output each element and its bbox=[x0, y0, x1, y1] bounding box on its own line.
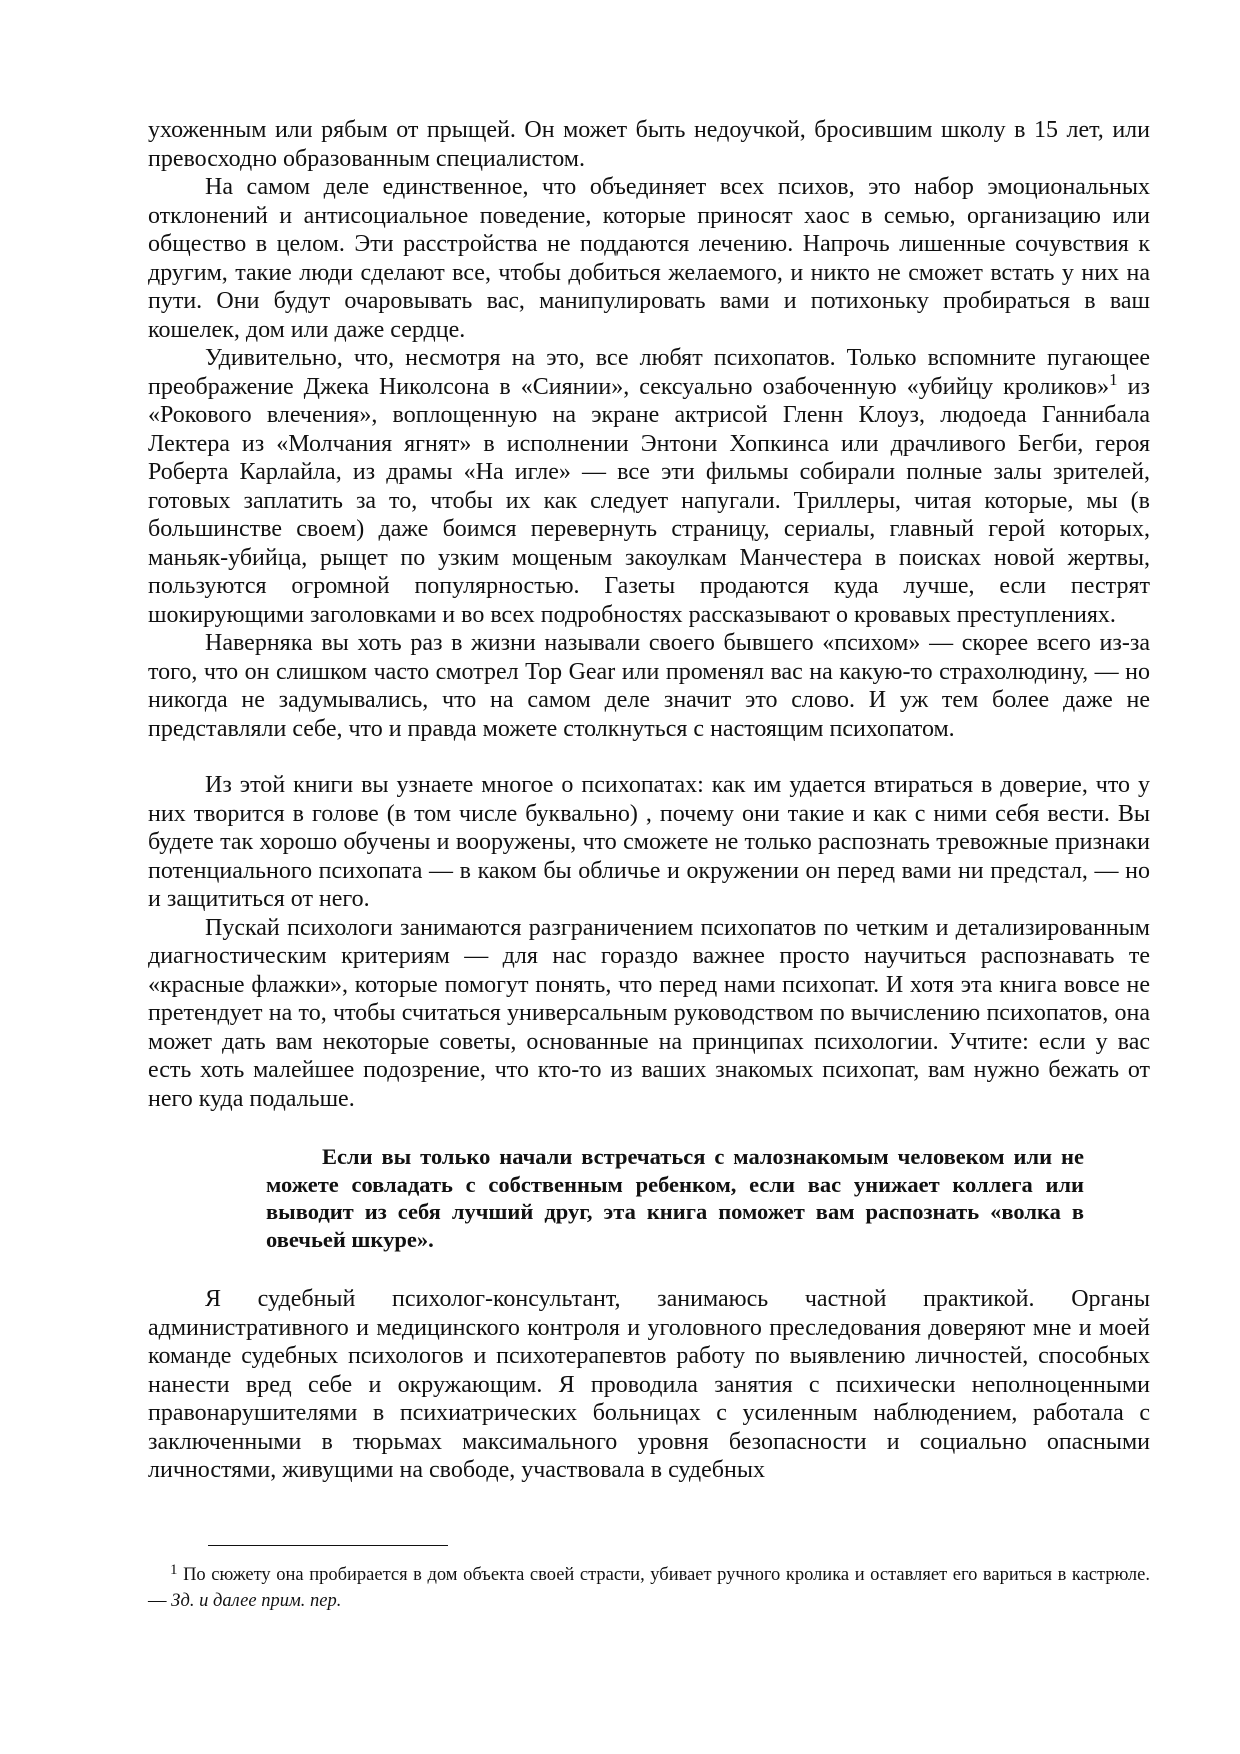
paragraph-1: ухоженным или рябым от прыщей. Он может быть недоучкой, бросившим школу в 15 лет, или превосходно образованным специалистом. bbox=[148, 117, 1150, 172]
footnote-reference[interactable]: 1 bbox=[1109, 369, 1118, 389]
paragraph-6: Пускай психологи занимаются разграничением психопатов по четким и детализированным диагностическим критериям — для нас гораздо важнее просто научиться распознавать те «красные флажки», которые помогут понять, что перед нами психопат. И хотя эта книга вовсе не претендует на то, чтобы считаться универсальным руководством по вычислению психопатов, она может дать вам некоторые советы, основанные на принципах психологии. Учтите: если у вас есть хоть малейшее подозрение, что кто-то из ваших знакомых психопат, вам нужно бежать от него куда подальше. bbox=[148, 914, 1150, 1112]
callout-quote: Если вы только начали встречаться с малознакомым человеком или не можете совладать с собственным ребенком, если вас унижает коллега или выводит из себя лучший друг, эта книга поможет вам распознать «волка в овечьей шкуре». bbox=[266, 1144, 1084, 1252]
footnote-text: По сюжету она пробирается в дом объекта своей страсти, убивает ручного кролика и оставляет его вариться в кастрюле. — bbox=[148, 1565, 1150, 1611]
paragraph-2: На самом деле единственное, что объединяет всех психов, это набор эмоциональных отклонений и антисоциальное поведение, которые приносят хаос в семью, организацию или общество в целом. Эти расстройства не поддаются лечению. Напрочь лишенные сочувствия к другим, такие люди сделают все, чтобы добиться желаемого, и никто не сможет встать у них на пути. Они будут очаровывать вас, манипулировать вами и потихоньку пробираться в ваш кошелек, дом или даже сердце. bbox=[148, 174, 1150, 343]
footnote-mark: 1 bbox=[170, 1562, 178, 1578]
paragraph-4: Наверняка вы хоть раз в жизни называли своего бывшего «психом» — скорее всего из-за того, что он слишком часто смотрел Top Gear или променял вас на какую-то страхолюдину, — но никогда не задумывались, что на самом деле значит это слово. И уж тем более даже не представляли себе, что и правда можете столкнуться с настоящим психопатом. bbox=[148, 630, 1150, 742]
paragraph-3-part-2: из «Рокового влечения», воплощенную на экране актрисой Гленн Клоуз, людоеда Ганнибала Лектера из «Молчания ягнят» в исполнении Энтони Хопкинса или драчливого Бегби, героя Роберта Карлайла, из драмы «На игле» — все эти фильмы собирали полные залы зрителей, готовых заплатить за то, чтобы их как следует напугали. Триллеры, читая которые, мы (в большинстве своем) даже боимся перевернуть страницу, сериалы, главный герой которых, маньяк-убийца, рыщет по узким мощеным закоулкам Манчестера в поисках новой жертвы, пользуются огромной популярностью. Газеты продаются куда лучше, если пестрят шокирующими заголовками и во всех подробностях рассказывают о кровавых преступлениях. bbox=[148, 373, 1150, 628]
footnote-note: Зд. и далее прим. пер. bbox=[171, 1591, 342, 1611]
paragraph-3 bbox=[148, 344, 1150, 629]
footnote-divider bbox=[208, 1545, 448, 1546]
footnote bbox=[148, 1562, 1150, 1614]
main-text bbox=[148, 116, 1150, 1485]
paragraph-5: Из этой книги вы узнаете многое о психопатах: как им удается втираться в доверие, что у них творится в голове (в том числе буквально) , почему они такие и как с ними себя вести. Вы будете так хорошо обучены и вооружены, что сможете не только распознать тревожные признаки потенциального психопата — в каком бы обличье и окружении он перед вами ни предстал, — но и защититься от него. bbox=[148, 772, 1150, 912]
paragraph-7: Я судебный психолог-консультант, занимаюсь частной практикой. Органы административного и медицинского контроля и уголовного преследования доверяют мне и моей команде судебных психологов и психотерапевтов работу по выявлению личностей, способных нанести вред себе и окружающим. Я проводила занятия с психически неполноценными правонарушителями в психиатрических больницах с усиленным наблюдением, работала с заключенными в тюрьмах максимального уровня безопасности и социально опасными личностями, живущими на свободе, участвовала в судебных bbox=[148, 1286, 1150, 1483]
paragraph-3-part-1: Удивительно, что, несмотря на это, все любят психопатов. Только вспомните пугающее преображение Джека Николсона в «Сиянии», сексуально озабоченную «убийцу кроликов» bbox=[148, 345, 1150, 400]
